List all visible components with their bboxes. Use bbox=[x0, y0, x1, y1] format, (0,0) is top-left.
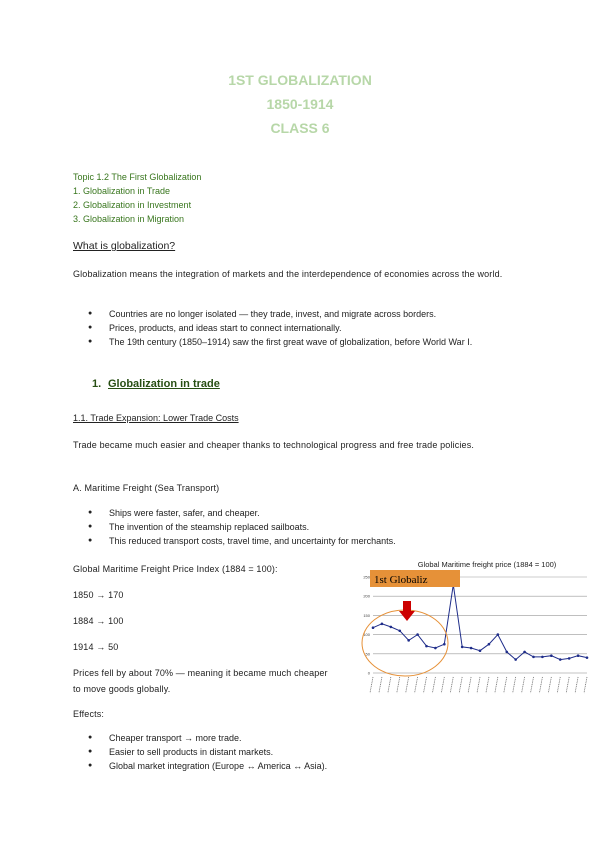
title-line-2: 1850-1914 bbox=[266, 96, 334, 112]
x-tick-mark bbox=[370, 677, 373, 693]
what-is-heading: What is globalization? bbox=[73, 240, 176, 252]
index-value: 1914 → 50 bbox=[73, 642, 119, 652]
data-point bbox=[398, 629, 401, 632]
what-is-bullets bbox=[88, 307, 528, 349]
chart-grid bbox=[373, 577, 587, 673]
list-item: ● Ships were faster, safer, and cheaper. bbox=[88, 506, 528, 520]
x-tick-mark bbox=[504, 677, 507, 693]
data-point bbox=[470, 647, 473, 650]
x-tick-mark bbox=[548, 677, 551, 693]
title-line-3: CLASS 6 bbox=[270, 120, 330, 136]
list-item: ● Countries are no longer isolated — they trade, invest, and migrate across borders. bbox=[88, 307, 528, 321]
annotation-label: 1st Globaliz bbox=[374, 574, 428, 586]
topic-item: 2. Globalization in Investment bbox=[73, 200, 192, 210]
chart-y-ticks bbox=[363, 575, 370, 676]
subsection-paragraph: Trade became much easier and cheaper thanks to technological progress and free trade policies. bbox=[73, 440, 474, 450]
x-tick-mark bbox=[459, 677, 462, 693]
x-tick-mark bbox=[486, 677, 489, 693]
topic-heading: Topic 1.2 The First Globalization bbox=[73, 172, 202, 182]
list-item: ● Global market integration (Europe ↔ America ↔ Asia). bbox=[88, 759, 528, 773]
x-tick-mark bbox=[468, 677, 471, 693]
x-tick-mark bbox=[379, 677, 382, 693]
x-tick-mark bbox=[495, 677, 498, 693]
list-item: ● Prices, products, and ideas start to connect internationally. bbox=[88, 321, 528, 335]
x-tick-mark bbox=[406, 677, 409, 693]
data-point bbox=[425, 645, 428, 648]
x-tick-mark bbox=[441, 677, 444, 693]
y-tick-label: 200 bbox=[363, 593, 370, 599]
x-tick-mark bbox=[432, 677, 435, 693]
y-tick-label: 50 bbox=[365, 651, 370, 657]
data-point bbox=[559, 658, 562, 661]
data-point bbox=[372, 626, 375, 629]
series-points bbox=[372, 583, 589, 660]
effects-bullets bbox=[88, 731, 528, 773]
data-point bbox=[514, 658, 517, 661]
data-point bbox=[416, 633, 419, 636]
y-tick-label: 0 bbox=[367, 670, 370, 676]
x-tick-mark bbox=[513, 677, 516, 693]
maritime-heading: A. Maritime Freight (Sea Transport) bbox=[73, 483, 220, 493]
x-tick-mark bbox=[415, 677, 418, 693]
data-point bbox=[479, 649, 482, 652]
list-item: ● Cheaper transport → more trade. bbox=[88, 731, 528, 745]
list-item: ● Easier to sell products in distant markets. bbox=[88, 745, 528, 759]
data-point bbox=[407, 639, 410, 642]
y-tick-label: 150 bbox=[363, 612, 370, 618]
data-point bbox=[443, 643, 446, 646]
topic-item: 3. Globalization in Migration bbox=[73, 214, 185, 224]
x-tick-mark bbox=[477, 677, 480, 693]
data-point bbox=[434, 647, 437, 650]
data-point bbox=[461, 646, 464, 649]
chart-title: Global Maritime freight price (1884 = 100) bbox=[417, 560, 557, 569]
data-point bbox=[497, 633, 500, 636]
x-tick-mark bbox=[584, 677, 587, 693]
data-point bbox=[532, 656, 535, 659]
data-point bbox=[586, 656, 589, 659]
section-1-heading bbox=[92, 378, 220, 390]
list-item: ● The 19th century (1850–1914) saw the first great wave of globalization, before World War I. bbox=[88, 335, 528, 349]
title-line-1: 1ST GLOBALIZATION bbox=[228, 72, 372, 88]
index-value: 1884 → 100 bbox=[73, 616, 124, 626]
x-tick-mark bbox=[450, 677, 453, 693]
index-heading: Global Maritime Freight Price Index (1884 = 100): bbox=[73, 564, 278, 574]
x-tick-mark bbox=[566, 677, 569, 693]
index-value: 1850 → 170 bbox=[73, 590, 124, 600]
x-tick-mark bbox=[531, 677, 534, 693]
chart-x-ticks bbox=[370, 677, 587, 693]
maritime-bullets bbox=[88, 506, 528, 548]
x-tick-mark bbox=[522, 677, 525, 693]
x-tick-mark bbox=[575, 677, 578, 693]
list-item: ● The invention of the steamship replaced sailboats. bbox=[88, 520, 528, 534]
x-tick-mark bbox=[539, 677, 542, 693]
data-point bbox=[550, 654, 553, 657]
topic-item: 1. Globalization in Trade bbox=[73, 186, 171, 196]
x-tick-mark bbox=[424, 677, 427, 693]
data-point bbox=[541, 656, 544, 659]
data-point bbox=[577, 654, 580, 657]
price-fall-paragraph: Prices fell by about 70% — meaning it became much cheaper to move goods globally. bbox=[73, 668, 328, 694]
highlight-circle bbox=[362, 610, 448, 676]
x-tick-mark bbox=[388, 677, 391, 693]
section-label: Globalization in trade bbox=[108, 378, 220, 390]
y-tick-label: 100 bbox=[363, 632, 370, 638]
x-tick-mark bbox=[397, 677, 400, 693]
down-arrow-icon bbox=[399, 601, 415, 621]
x-tick-mark bbox=[557, 677, 560, 693]
freight-price-chart bbox=[355, 555, 595, 705]
list-item: ● This reduced transport costs, travel time, and uncertainty for merchants. bbox=[88, 534, 528, 548]
section-number: 1. bbox=[92, 378, 102, 390]
data-point bbox=[381, 623, 384, 626]
subsection-heading: 1.1. Trade Expansion: Lower Trade Costs bbox=[73, 413, 239, 423]
effects-heading: Effects: bbox=[73, 709, 105, 719]
definition-paragraph: Globalization means the integration of markets and the interdependence of economies across the world. bbox=[73, 269, 503, 279]
data-point bbox=[523, 651, 526, 654]
data-point bbox=[505, 651, 508, 654]
y-tick-label: 250 bbox=[363, 574, 370, 580]
data-point bbox=[568, 657, 571, 660]
data-point bbox=[488, 643, 491, 646]
data-point bbox=[390, 626, 393, 629]
